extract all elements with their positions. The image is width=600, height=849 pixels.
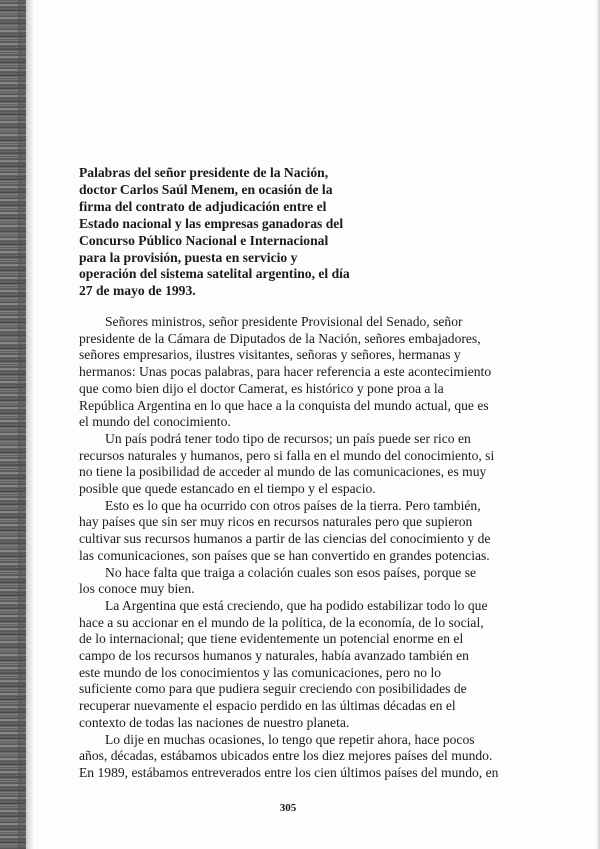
- speech-body: [79, 314, 499, 782]
- body-line: recursos naturales y humanos, pero si falla en el mundo del conocimiento, si: [79, 447, 495, 463]
- body-line: campo de los recursos humanos y naturales, había avanzado también en: [79, 648, 469, 664]
- heading-line: doctor Carlos Saúl Menem, en ocasión de la: [79, 181, 333, 197]
- heading-line: para la provisión, puesta en servicio y: [79, 249, 298, 265]
- body-line: no tiene la posibilidad de acceder al mundo de las comunicaciones, es muy: [79, 464, 487, 480]
- body-line: hermanos: Unas pocas palabras, para hacer referencia a este acontecimiento: [79, 364, 492, 380]
- body-line: recuperar nuevamente el espacio perdido en las últimas décadas en el: [79, 698, 456, 714]
- body-line: este mundo de los conocimientos y las comunicaciones, pero no lo: [79, 664, 442, 680]
- page-number: 305: [279, 802, 297, 814]
- heading-line: 27 de mayo de 1993.: [79, 283, 196, 299]
- heading-line: Estado nacional y las empresas ganadoras del: [79, 215, 344, 231]
- heading-line: Concurso Público Nacional e Internacional: [79, 232, 329, 248]
- body-line: Señores ministros, señor presidente Provisional del Senado, señor: [105, 314, 463, 329]
- body-line: años, décadas, estábamos ubicados entre los diez mejores países del mundo.: [79, 748, 493, 764]
- body-line: Esto es lo que ha ocurrido con otros países de la tierra. Pero también,: [105, 497, 481, 513]
- body-line: cultivar sus recursos humanos a partir de las ciencias del conocimiento y de: [79, 531, 491, 547]
- body-line: En 1989, estábamos entreverados entre los cien últimos países del mundo, en: [79, 764, 499, 780]
- body-line: suficiente como para que pudiera seguir creciendo con posibilidades de: [79, 681, 467, 697]
- heading-line: operación del sistema satelital argentino, el día: [79, 266, 350, 282]
- body-line: de lo internacional; que tiene evidentemente un potencial enorme en el: [79, 631, 464, 647]
- body-line: señores empresarios, ilustres visitantes, señoras y señores, hermanas y: [79, 347, 461, 363]
- body-line: las comunicaciones, son países que se han convertido en grandes potencias.: [79, 547, 490, 563]
- body-line: que como bien dijo el doctor Camerat, es histórico y pone proa a la: [79, 380, 444, 396]
- body-line: La Argentina que está creciendo, que ha podido estabilizar todo lo que: [105, 597, 488, 613]
- body-line: No hace falta que traiga a colación cuales son esos países, porque se: [105, 564, 477, 580]
- body-line: República Argentina en lo que hace a la conquista del mundo actual, que es: [79, 397, 489, 413]
- body-line: Lo dije en muchas ocasiones, lo tengo que repetir ahora, hace pocos: [105, 731, 475, 747]
- body-line: hay países que sin ser muy ricos en recursos naturales pero que supieron: [79, 514, 473, 530]
- body-line: presidente de la Cámara de Diputados de la Nación, señores embajadores,: [79, 330, 481, 346]
- body-line: hace a su accionar en el mundo de la política, de la economía, de lo social,: [79, 614, 484, 630]
- scan-binding-shadow: [18, 0, 34, 849]
- scan-right-edge: [596, 0, 600, 849]
- body-line: contexto de todas las naciones de nuestro planeta.: [79, 714, 350, 730]
- body-line: los conoce muy bien.: [79, 581, 195, 597]
- speech-heading: [79, 165, 379, 300]
- body-line: el mundo del conocimiento.: [79, 414, 231, 430]
- heading-line: Palabras del señor presidente de la Nación,: [79, 165, 329, 180]
- body-line: posible que quede estancado en el tiempo y el espacio.: [79, 481, 376, 497]
- heading-line: firma del contrato de adjudicación entre el: [79, 198, 327, 214]
- body-line: Un país podrá tener todo tipo de recursos; un país puede ser rico en: [105, 430, 471, 446]
